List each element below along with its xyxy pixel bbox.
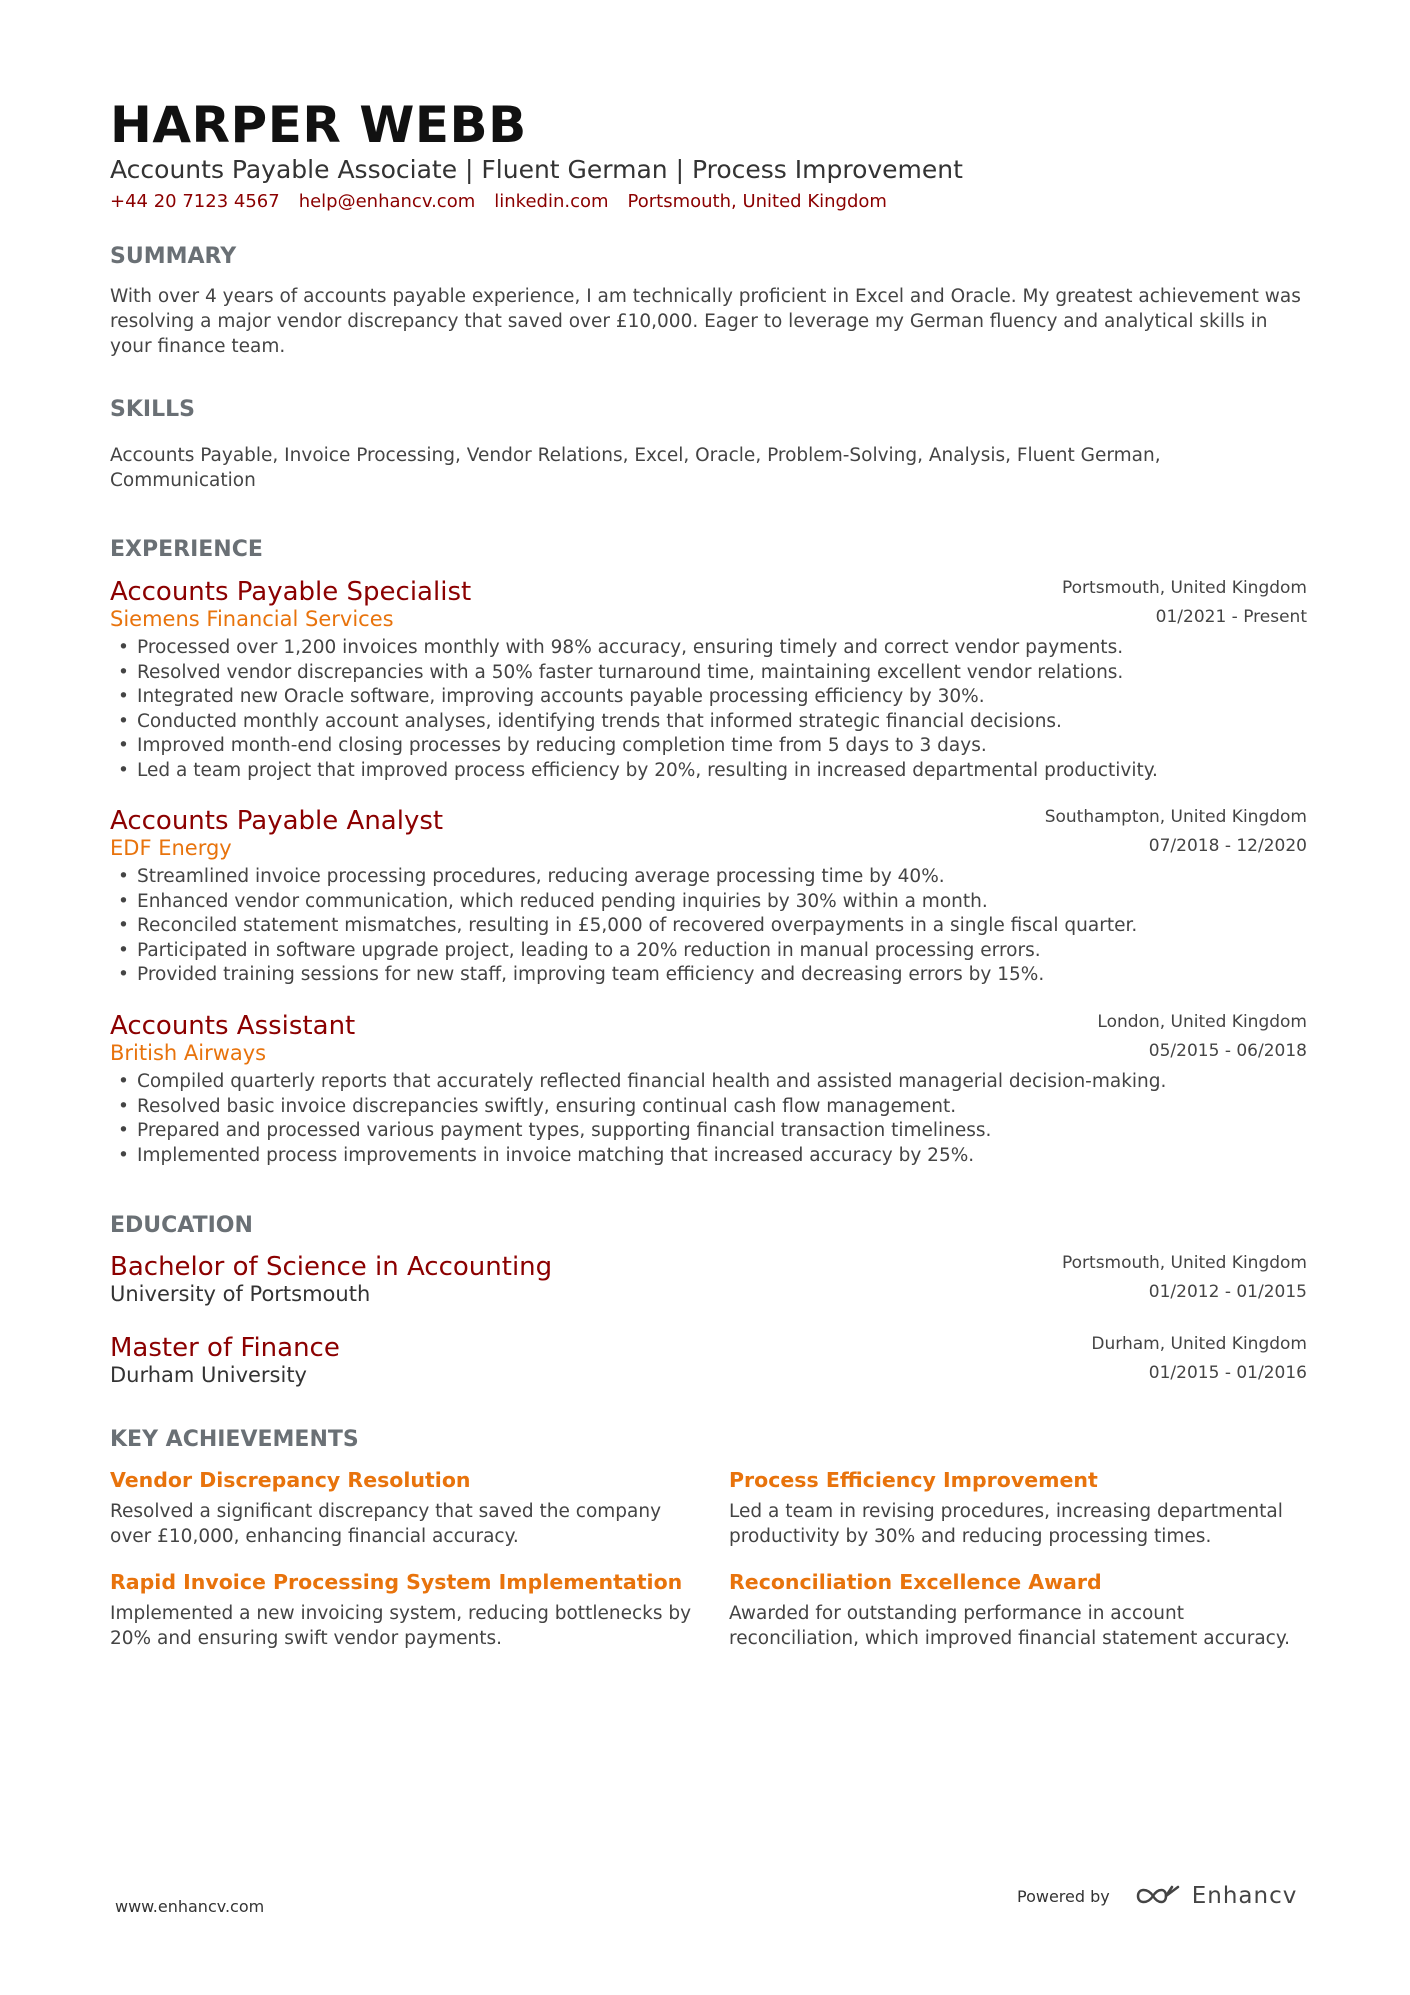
bullet-dot-icon: •: [118, 1095, 129, 1117]
phone-link[interactable]: +44 20 7123 4567: [110, 191, 280, 212]
bullet-item: • Improved month-end closing processes by reducing completion time from 5 days to 3 days.: [110, 734, 1307, 759]
job-dates: 05/2015 - 06/2018: [1148, 1041, 1307, 1061]
job-dates: 01/2021 - Present: [1155, 607, 1307, 627]
bullet-item: • Reconciled statement mismatches, resulting in £5,000 of recovered overpayments in a single fiscal quarter.: [110, 914, 1307, 939]
bullet-item: • Implemented process improvements in invoice matching that increased accuracy by 25%.: [110, 1144, 1307, 1169]
degree-title: Master of Finance: [110, 1333, 340, 1363]
achievement-item: [110, 1468, 700, 1549]
email-link[interactable]: help@enhancv.com: [298, 191, 476, 212]
school-location: Durham, United Kingdom: [1091, 1334, 1307, 1354]
bullet-item: • Conducted monthly account analyses, identifying trends that informed strategic financial decisions.: [110, 710, 1307, 735]
achievement-item: [729, 1570, 1319, 1651]
resume-page: [110, 0, 1307, 1995]
job-bullets: [110, 1070, 1307, 1168]
job-location: London, United Kingdom: [1097, 1012, 1307, 1032]
company-name: British Airways: [110, 1041, 267, 1065]
achievement-item: [729, 1468, 1319, 1549]
bullet-dot-icon: •: [118, 1144, 129, 1166]
bullet-item: • Enhanced vendor communication, which reduced pending inquiries by 30% within a month.: [110, 890, 1307, 915]
bullet-dot-icon: •: [118, 866, 129, 887]
bullet-item: • Participated in software upgrade project, leading to a 20% reduction in manual processing errors.: [110, 939, 1307, 964]
bullet-dot-icon: •: [118, 939, 129, 961]
bullet-item: • Resolved basic invoice discrepancies swiftly, ensuring continual cash flow management.: [110, 1095, 1307, 1120]
job-bullets: [110, 636, 1307, 783]
achievement-description: Resolved a significant discrepancy that saved the company over £10,000, enhancing financial accuracy.: [110, 1500, 662, 1547]
job-location: Portsmouth, United Kingdom: [1062, 578, 1307, 598]
bullet-dot-icon: •: [118, 735, 129, 756]
job-title: Accounts Assistant: [110, 1011, 356, 1041]
bullet-dot-icon: •: [118, 686, 129, 707]
school-name: Durham University: [110, 1363, 307, 1387]
company-name: Siemens Financial Services: [110, 607, 394, 631]
achievement-item: [110, 1570, 700, 1651]
brand-logo[interactable]: [1136, 1883, 1298, 1909]
job-bullets: [110, 865, 1307, 988]
powered-by-label: Powered by: [1017, 1886, 1110, 1906]
experience-heading: EXPERIENCE: [110, 537, 263, 562]
bullet-dot-icon: •: [118, 1120, 129, 1141]
achievement-title: Process Efficiency Improvement: [729, 1468, 1098, 1492]
summary-heading: SUMMARY: [110, 244, 237, 269]
bullet-item: • Led a team project that improved process efficiency by 20%, resulting in increased departmental productivity.: [110, 759, 1307, 784]
bullet-dot-icon: •: [118, 710, 129, 732]
school-dates: 01/2012 - 01/2015: [1148, 1282, 1307, 1302]
enhancv-logo-icon: [1136, 1883, 1182, 1909]
achievement-title: Rapid Invoice Processing System Implementation: [110, 1570, 683, 1594]
achievement-title: Reconciliation Excellence Award: [729, 1570, 1102, 1594]
job-title: Accounts Payable Specialist: [110, 577, 472, 607]
bullet-dot-icon: •: [118, 637, 129, 658]
bullet-dot-icon: •: [118, 661, 129, 683]
company-name: EDF Energy: [110, 836, 232, 860]
bullet-dot-icon: •: [118, 890, 129, 912]
bullet-item: • Resolved vendor discrepancies with a 50% faster turnaround time, maintaining excellent vendor relations.: [110, 661, 1307, 686]
skills-text: Accounts Payable, Invoice Processing, Vendor Relations, Excel, Oracle, Problem-Solving, Analysis, Fluent German, Communication: [110, 445, 1161, 491]
bullet-item: • Provided training sessions for new staff, improving team efficiency and decreasing errors by 15%.: [110, 963, 1307, 988]
bullet-item: • Streamlined invoice processing procedures, reducing average processing time by 40%.: [110, 865, 1307, 890]
bullet-item: • Prepared and processed various payment types, supporting financial transaction timeliness.: [110, 1119, 1307, 1144]
achievement-description: Led a team in revising procedures, increasing departmental productivity by 30% and reducing processing times.: [729, 1500, 1283, 1547]
school-dates: 01/2015 - 01/2016: [1148, 1363, 1307, 1383]
footer-branding: [1017, 1883, 1297, 1909]
summary-text: With over 4 years of accounts payable experience, I am technically proficient in Excel and Oracle. My greatest achievement was resolving a major vendor discrepancy that saved over £10,000. Eager to leverage my German fluency and analytical skills in your finance team.: [110, 286, 1301, 357]
candidate-headline: Accounts Payable Associate | Fluent German | Process Improvement: [110, 155, 963, 184]
bullet-item: • Compiled quarterly reports that accurately reflected financial health and assisted managerial decision-making.: [110, 1070, 1307, 1095]
job-title: Accounts Payable Analyst: [110, 806, 444, 836]
brand-name: Enhancv: [1191, 1883, 1298, 1909]
job-location: Southampton, United Kingdom: [1044, 807, 1307, 827]
footer-website-link[interactable]: www.enhancv.com: [115, 1897, 265, 1916]
school-name: University of Portsmouth: [110, 1282, 371, 1306]
linkedin-link[interactable]: linkedin.com: [494, 191, 609, 212]
achievement-description: Implemented a new invoicing system, reducing bottlenecks by 20% and ensuring swift vendor payments.: [110, 1602, 692, 1649]
location-text: Portsmouth, United Kingdom: [627, 191, 887, 212]
bullet-dot-icon: •: [118, 915, 129, 936]
achievement-title: Vendor Discrepancy Resolution: [110, 1468, 471, 1492]
school-location: Portsmouth, United Kingdom: [1062, 1253, 1307, 1273]
education-heading: EDUCATION: [110, 1213, 253, 1238]
contact-row: [110, 191, 887, 213]
candidate-name: HARPER WEBB: [110, 96, 527, 154]
bullet-item: • Processed over 1,200 invoices monthly with 98% accuracy, ensuring timely and correct vendor payments.: [110, 636, 1307, 661]
skills-heading: SKILLS: [110, 397, 195, 422]
bullet-dot-icon: •: [118, 1071, 129, 1092]
job-dates: 07/2018 - 12/2020: [1148, 836, 1307, 856]
degree-title: Bachelor of Science in Accounting: [110, 1252, 553, 1282]
bullet-dot-icon: •: [118, 964, 129, 985]
bullet-dot-icon: •: [118, 759, 129, 781]
achievements-heading: KEY ACHIEVEMENTS: [110, 1427, 359, 1452]
achievement-description: Awarded for outstanding performance in account reconciliation, which improved financial statement accuracy.: [729, 1602, 1291, 1649]
bullet-item: • Integrated new Oracle software, improving accounts payable processing efficiency by 30%.: [110, 685, 1307, 710]
